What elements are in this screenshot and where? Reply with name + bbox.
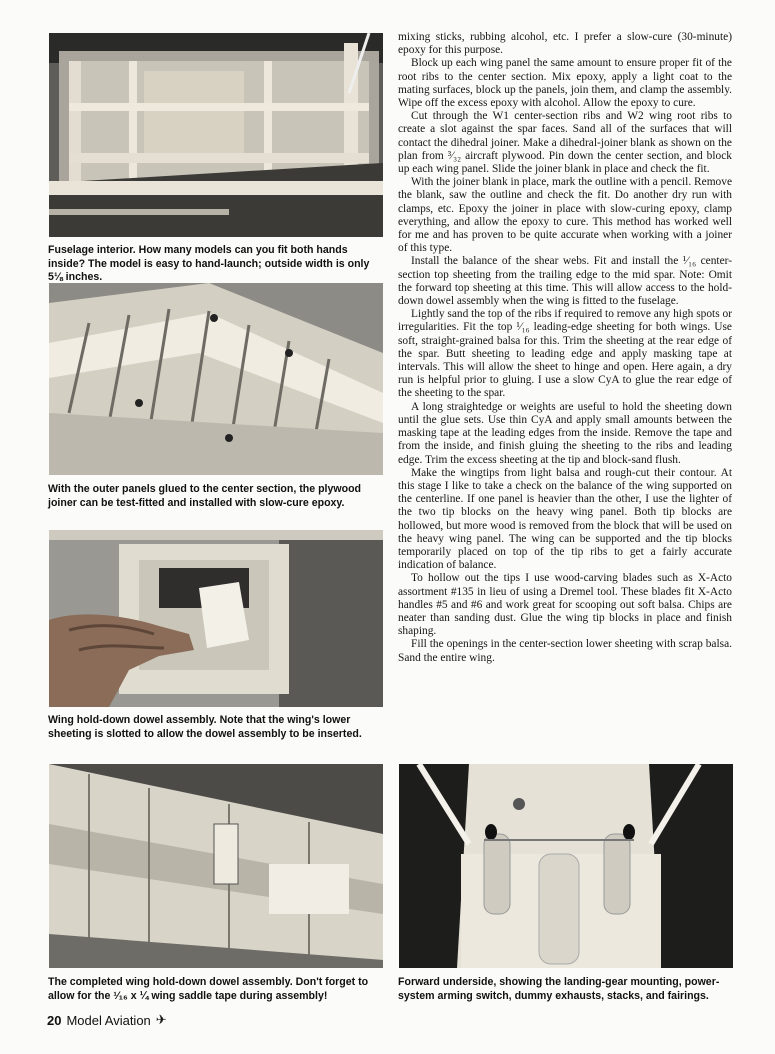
body-paragraph: Fill the openings in the center-section lower sheeting with scrap balsa. Sand the entire wing.	[398, 638, 732, 664]
article-body	[398, 31, 732, 665]
body-paragraph: mixing sticks, rubbing alcohol, etc. I prefer a slow-cure (30-minute) epoxy for this purpose.	[398, 31, 732, 57]
body-paragraph: Make the wingtips from light balsa and rough-cut their contour. At this stage I like to take a check on the balance of the wing supported on the centerline. If one panel is heavier than the other, I use the lighter of the two tip blocks on the heavy wing panel. Both tip blocks are hollowed, but more wood is removed from the block that will be used on the heavy wing panel. The wing can be supported and the tip blocks temporarily placed on top of the tip ribs to get a fairly accurate indication of balance.	[398, 466, 732, 572]
outer-panels-caption: With the outer panels glued to the center section, the plywood joiner can be test-fitted and installed with slow-cure epoxy.	[48, 483, 362, 509]
forward-underside-caption: Forward underside, showing the landing-gear mounting, power-system arming switch, dummy exhausts, stacks, and fairings.	[398, 976, 720, 1002]
page-number: 20	[47, 1012, 62, 1028]
magazine-name: Model Aviation	[66, 1012, 151, 1028]
body-paragraph: Lightly sand the top of the ribs if required to remove any high spots or irregularities. Fit the top ¹⁄₁₆ leading-edge sheeting for both wings. Use soft, straight-grained balsa for this. Trim the sheeting at the rear edge of the spar. Butt sheeting to leading edge and apply masking tape at intervals. This will allow the sheet to hinge and open. Here again, a dry run is helpful prior to gluing. I use a slow CyA to glue the rear edge of the sheeting to the spar.	[398, 308, 732, 400]
body-paragraph: To hollow out the tips I use wood-carving blades such as X-Acto assortment #135 in lieu of using a Dremel tool. These blades fit X-Acto handles #5 and #6 and work great for scooping out soft balsa. Chips are neater than sanding dust. Glue the wing tip blocks in place and finish shaping.	[398, 572, 732, 638]
body-paragraph: Install the balance of the shear webs. Fit and install the ¹⁄₁₆ center-section top sheeting from the trailing edge to the mid spar. Note: Omit the forward top sheeting at this time. This will allow access to the hold-down dowel assembly when the wing is fitted to the fuselage.	[398, 255, 732, 308]
dowel-assembly-caption: Wing hold-down dowel assembly. Note that the wing's lower sheeting is slotted to allow the dowel assembly to be inserted.	[48, 714, 362, 740]
completed-dowel-photo	[49, 764, 383, 968]
body-paragraph: With the joiner blank in place, mark the outline with a pencil. Remove the blank, saw the outline and check the fit. Do another dry run with clamps, etc. Epoxy the joiner in place with slow-curing epoxy, clamp everything, and allow the epoxy to cure. This method has worked well for me and has proven to be quite accurate when working with a joiner of this type.	[398, 176, 732, 255]
page-folio	[47, 1012, 167, 1028]
dowel-assembly-photo	[49, 530, 383, 707]
outer-panels-photo	[49, 283, 383, 475]
forward-underside-photo	[399, 764, 733, 968]
body-paragraph: Block up each wing panel the same amount to ensure proper fit of the root ribs to the center section. Mix epoxy, apply a light coat to the mating surfaces, block up the panels, join them, and clamp the assembly. Wipe off the excess epoxy with alcohol. Allow the epoxy to cure.	[398, 57, 732, 110]
fuselage-interior-photo	[49, 33, 383, 237]
body-paragraph: A long straightedge or weights are useful to hold the sheeting down until the glue sets. Use thin CyA and apply small amounts between the masking tape at the leading edges from the inside. Remove the tape and from the inside, and finish gluing the sheeting to the ribs and leading edge. Trim the excess sheeting at the tip and block-sand flush.	[398, 400, 732, 466]
completed-dowel-caption: The completed wing hold-down dowel assembly. Don't forget to allow for the ¹⁄₁₆ x ¼ wing saddle tape during assembly!	[48, 976, 369, 1002]
fuselage-interior-caption: Fuselage interior. How many models can you fit both hands inside? The model is easy to hand-launch; outside width is only 5⅛ inches.	[48, 244, 370, 283]
airplane-icon: ✈	[155, 1012, 167, 1027]
body-paragraph: Cut through the W1 center-section ribs and W2 wing root ribs to create a slot against the spar faces. Sand all of the surfaces that will contact the dihedral joiner. Make a dihedral-joiner blank as shown on the plan from ³⁄₃₂ aircraft plywood. Pin down the center section, and block up each wing panel. Slide the joiner blank in place and check the fit.	[398, 110, 732, 176]
